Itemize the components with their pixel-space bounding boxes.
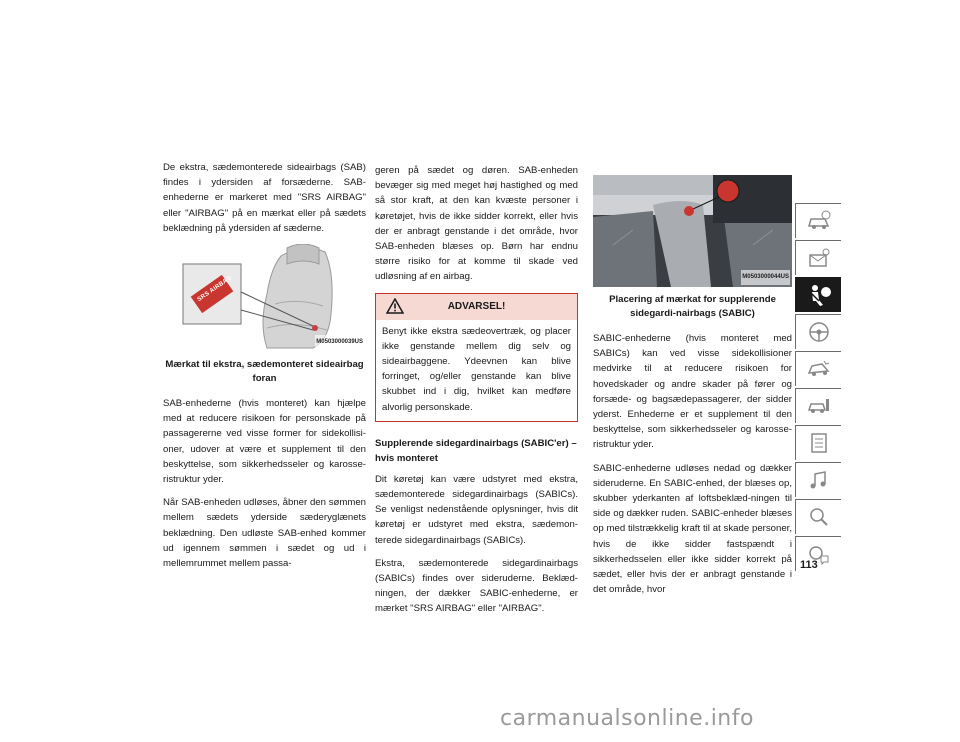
tab-specifications[interactable] <box>795 425 841 460</box>
column-right <box>593 175 792 605</box>
figure-id: M0503000039US <box>315 335 364 350</box>
chapter-tabs <box>795 203 841 573</box>
paragraph: SAB-enhederne (hvis monteret) kan hjælpe med at reducere risikoen for personskade på passagererne ved visse former for sidekollisi-oner, udover at være et supplement til den beskyttelse, som sikkerhedsseler og karosse-ristruktur yder. <box>163 398 366 486</box>
figure-label-text: SRS AIRBAG <box>196 275 234 304</box>
column-left <box>163 160 366 579</box>
paragraph: Ekstra, sædemonterede sidegardinairbags (SABICs) findes over sideruderne. Beklæd-ningen, der dækker SABIC-enhederne, er mærket "SRS AIRBAG" eller "AIRBAG". <box>375 557 578 615</box>
car-crash-icon <box>806 358 832 380</box>
warning-triangle-icon <box>386 298 404 325</box>
warning-header <box>376 294 577 320</box>
tab-multimedia[interactable] <box>795 462 841 497</box>
key-envelope-icon <box>806 247 832 269</box>
tab-keys[interactable] <box>795 240 841 275</box>
car-info-icon <box>806 210 832 232</box>
search-icon <box>806 506 832 528</box>
paragraph: Når SAB-enheden udløses, åbner den sømmen mellem sædets yderside sæderyglænets beklædning. Den udløste SAB-enhed kommer ud igennem sømmen i sædet og ud i mellemrummet mellem passa- <box>163 497 366 570</box>
tab-safety[interactable] <box>795 277 841 312</box>
tab-emergency[interactable] <box>795 351 841 386</box>
tab-starting-driving[interactable] <box>795 314 841 349</box>
figure-caption: Mærkat til ekstra, sædemonteret sideairbag foran <box>165 359 364 385</box>
section-heading: Supplerende sidegardinairbags (SABIC'er) – hvis monteret <box>375 437 577 464</box>
warning-box <box>375 293 578 422</box>
checklist-icon <box>806 432 832 454</box>
headliner-figure <box>593 175 792 287</box>
tab-index[interactable] <box>795 499 841 534</box>
figure-id: M0503000044US <box>741 270 790 285</box>
seat-airbag-figure <box>163 244 366 352</box>
paragraph: SABIC-enhederne (hvis monteret med SABICs) kan ved visse sidekollisioner medvirke til at reducere risikoen for hovedskader og andre skader på fører og forsæde- og bagsædepassagerer, der sidder yderst. Enhederne er et supplement til den beskyttelse, som sikkerhedsseler og karosse-ristruktur yder. <box>593 333 792 451</box>
car-service-icon <box>806 395 832 417</box>
column-middle <box>375 163 578 625</box>
page-number: 113 <box>800 559 818 571</box>
warning-body: Benyt ikke ekstra sædeovertræk, og placer ikke genstande mellem dig selv og sideairbaggene. Ydeevnen kan blive forringet, og/eller genstande kan blive skubbet ind i dig, hvilket kan medføre alvorlig personskade. <box>382 325 571 413</box>
paragraph: SABIC-enhederne udløses nedad og dækker sideruderne. En SABIC-enhed, der blæses op, skubber yderkanten af loftsbeklæd-ningen til side og dækker ruden. SABIC-enheder blæses op med tilstrækkelig kraft til at skade personer, hvis de ikke sidder fastspændt i sikkerhedsselen eller ikke sidder korrekt på sædet, eller hvis der er anbragt genstande i det område, hvor <box>593 462 792 596</box>
figure-caption: Placering af mærkat for supplerende sidegardi-nairbags (SABIC) <box>609 294 776 319</box>
warning-title: ADVARSEL! <box>447 300 506 312</box>
watermark: carmanualsonline.info <box>500 706 754 731</box>
paragraph: geren på sædet og døren. SAB-enheden bevæger sig med meget høj hastighed og med så stor kraft, at den kan kvæste personer i køretøjet, hvis de ikke sidder korrekt, eller hvis der er anbragt genstande i det område, hvor SAB-enheden blæses op. Børn har endnu større risiko for at komme til skade ved udløsning af en airbag. <box>375 165 578 283</box>
airbag-person-icon <box>805 283 833 307</box>
paragraph: Dit køretøj kan være udstyret med ekstra, sædemonterede sidegardinairbags (SABICs). Se venligst nedenstående oplysninger, hvis dit køretøj er udstyret med ekstra, sædemon-terede sidegardinairbags (SABICs). <box>375 473 578 546</box>
steering-wheel-icon <box>806 320 832 344</box>
tab-service[interactable] <box>795 388 841 423</box>
multimedia-icon <box>806 469 832 491</box>
paragraph: De ekstra, sædemonterede sideairbags (SAB) findes i ydersiden af forsæderne. SAB-enhederne er markeret med "SRS AIRBAG" eller "AIRBAG" på en mærkat eller på sædets beklædning på ydersiden af sæderne. <box>163 162 366 234</box>
tab-car-info[interactable] <box>795 203 841 238</box>
